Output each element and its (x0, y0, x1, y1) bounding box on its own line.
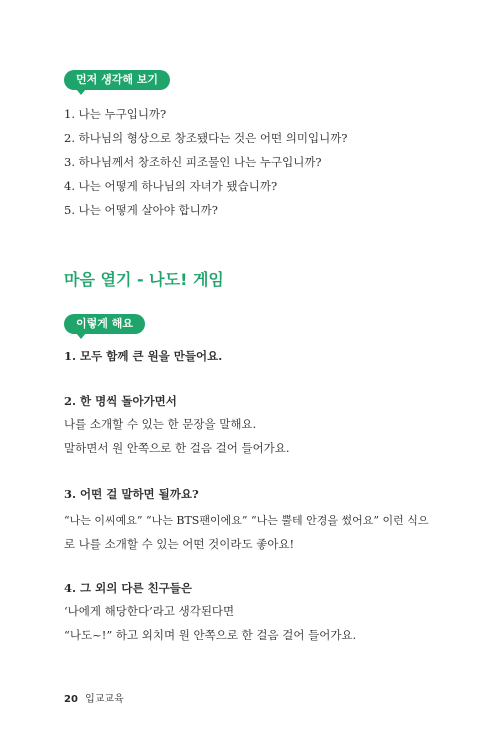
question-5: 5. 나는 어떻게 살아야 합니까? (64, 203, 218, 217)
question-3: 3. 하나님께서 창조하신 피조물인 나는 누구입니까? (64, 155, 322, 169)
step-3-line-2: 로 나를 소개할 수 있는 어떤 것이라도 좋아요! (64, 537, 295, 551)
step-3-line-1: “나는 이씨예요” “나는 BTS팬이에요” “나는 뿔테 안경을 썼어요” 이런 식으 (64, 514, 429, 527)
question-4: 4. 나는 어떻게 하나님의 자녀가 됐습니까? (64, 179, 278, 193)
section-title: 마음 열기 - 나도! 게임 (64, 270, 224, 289)
step-3-heading: 3. 어떤 걸 말하면 될까요? (64, 487, 199, 501)
question-1: 1. 나는 누구입니까? (64, 107, 167, 121)
page-number: 20 (64, 694, 78, 705)
step-4-heading: 4. 그 외의 다른 친구들은 (64, 581, 192, 595)
step-2-line-1: 나를 소개할 수 있는 한 문장을 말해요. (64, 417, 257, 431)
step-2-heading: 2. 한 명씩 돌아가면서 (64, 394, 177, 408)
step-1-heading: 1. 모두 함께 큰 원을 만들어요. (64, 349, 223, 363)
footer-label: 입교교육 (85, 694, 124, 705)
step-4-line-1: ‘나에게 해당한다’라고 생각된다면 (64, 604, 235, 618)
page-footer (64, 690, 124, 705)
question-2: 2. 하나님의 형상으로 창조됐다는 것은 어떤 의미입니까? (64, 131, 348, 145)
think-first-badge: 먼저 생각해 보기 (64, 70, 170, 90)
step-2-line-2: 말하면서 원 안쪽으로 한 걸음 걸어 들어가요. (64, 441, 290, 455)
how-to-badge: 이렇게 해요 (64, 314, 145, 334)
step-4-line-2: “나도~!” 하고 외치며 원 안쪽으로 한 걸음 걸어 들어가요. (64, 628, 357, 642)
